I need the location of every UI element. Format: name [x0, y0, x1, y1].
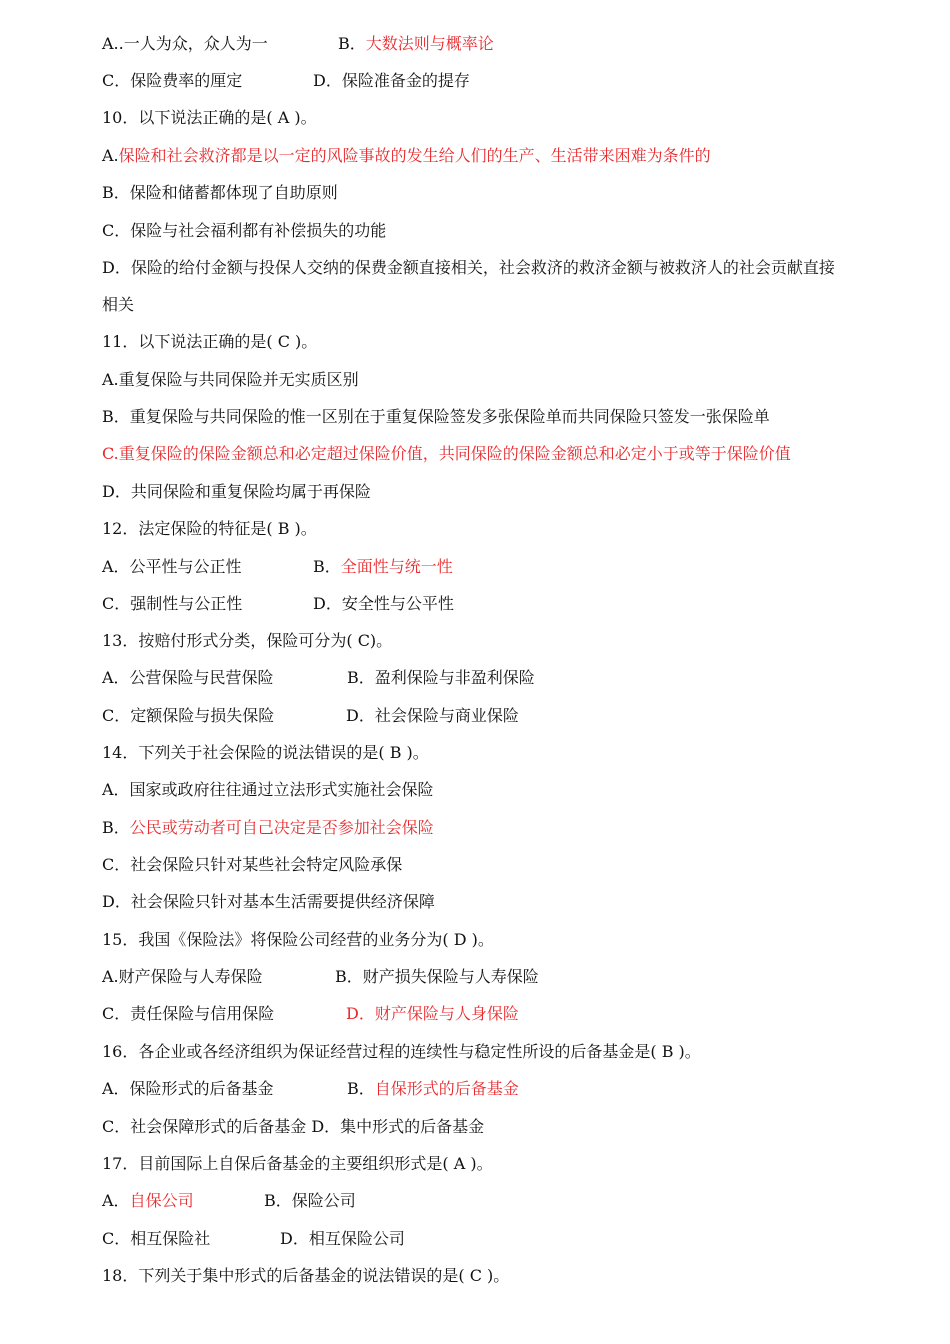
answer-highlight: 保险和社会救济都是以一定的风险事故的发生给人们的生产、生活带来困难为条件的 — [118, 146, 711, 165]
question-18: 18．下列关于集中形式的后备基金的说法错误的是( C )。 — [102, 1266, 510, 1285]
question-12: 12．法定保险的特征是( B )。 — [102, 519, 317, 538]
question-16: 16．各企业或各经济组织为保证经营过程的连续性与稳定性所设的后备基金是( B )。 — [102, 1042, 701, 1061]
option-line: B．公民或劳动者可自己决定是否参加社会保险 — [102, 818, 434, 837]
option-line — [102, 594, 454, 614]
option-line: D．保险的给付金额与投保人交纳的保费金额直接相关，社会救济的救济金额与被救济人的社会贡献直接 — [102, 258, 835, 277]
option-line: C．社会保障形式的后备基金 D．集中形式的后备基金 — [102, 1117, 485, 1136]
question-13: 13．按赔付形式分类，保险可分为( C)。 — [102, 631, 393, 650]
option-b: B．全面性与统一性 — [313, 557, 453, 576]
option-a: A..一人为众，众人为一 — [102, 34, 268, 53]
option-d: D．社会保险与商业保险 — [346, 706, 519, 725]
option-line — [102, 668, 535, 688]
option-b: B．大数法则与概率论 — [338, 34, 494, 53]
option-line — [102, 34, 494, 54]
option-c: C．保险费率的厘定 — [102, 71, 243, 90]
answer-highlight: 自保形式的后备基金 — [374, 1079, 519, 1098]
answer-highlight: 大数法则与概率论 — [365, 34, 494, 53]
option-d: D．财产保险与人身保险 — [346, 1004, 519, 1023]
question-11: 11．以下说法正确的是( C )。 — [102, 332, 318, 351]
option-d: D．保险准备金的提存 — [313, 71, 470, 90]
question-14: 14．下列关于社会保险的说法错误的是( B )。 — [102, 743, 429, 762]
answer-highlight: 自保公司 — [129, 1191, 194, 1210]
option-line: D．社会保险只针对基本生活需要提供经济保障 — [102, 892, 435, 911]
option-b: B．自保形式的后备基金 — [347, 1079, 519, 1098]
option-c: C．定额保险与损失保险 — [102, 706, 275, 725]
option-line: A.重复保险与共同保险并无实质区别 — [102, 370, 359, 389]
option-d: D．安全性与公平性 — [313, 594, 454, 613]
option-a: A．自保公司 — [102, 1191, 194, 1210]
question-10: 10．以下说法正确的是( A )。 — [102, 108, 317, 127]
option-c: C．责任保险与信用保险 — [102, 1004, 275, 1023]
answer-highlight: 重复保险的保险金额总和必定超过保险价值，共同保险的保险金额总和必定小于或等于保险价值 — [118, 444, 791, 463]
answer-highlight: 财产保险与人身保险 — [374, 1004, 519, 1023]
option-line — [102, 71, 470, 91]
option-line — [102, 1191, 356, 1211]
option-line: D．共同保险和重复保险均属于再保险 — [102, 482, 371, 501]
option-a: A．公平性与公正性 — [102, 557, 242, 576]
option-a: A.财产保险与人寿保险 — [102, 967, 263, 986]
option-line: A．国家或政府往往通过立法形式实施社会保险 — [102, 780, 434, 799]
option-line-continued: 相关 — [102, 295, 135, 314]
option-line: B．重复保险与共同保险的惟一区别在于重复保险签发多张保险单而共同保险只签发一张保险单 — [102, 407, 770, 426]
question-17: 17．目前国际上自保后备基金的主要组织形式是( A )。 — [102, 1154, 493, 1173]
option-a: A．公营保险与民营保险 — [102, 668, 274, 687]
option-b: B．财产损失保险与人寿保险 — [335, 967, 539, 986]
option-line: A.保险和社会救济都是以一定的风险事故的发生给人们的生产、生活带来困难为条件的 — [102, 146, 711, 165]
answer-highlight: 全面性与统一性 — [340, 557, 453, 576]
question-15: 15．我国《保险法》将保险公司经营的业务分为( D )。 — [102, 930, 494, 949]
option-d: D．相互保险公司 — [280, 1229, 405, 1248]
option-line — [102, 967, 539, 987]
option-line — [102, 1004, 519, 1024]
option-line: C.重复保险的保险金额总和必定超过保险价值，共同保险的保险金额总和必定小于或等于保险价值 — [102, 444, 791, 463]
option-c: C．相互保险社 — [102, 1229, 211, 1248]
option-b: B．盈利保险与非盈利保险 — [347, 668, 535, 687]
option-line — [102, 1229, 405, 1249]
option-line — [102, 1079, 519, 1099]
option-line: C．社会保险只针对某些社会特定风险承保 — [102, 855, 403, 874]
option-line — [102, 706, 519, 726]
option-b: B．保险公司 — [264, 1191, 356, 1210]
answer-highlight: 公民或劳动者可自己决定是否参加社会保险 — [129, 818, 434, 837]
option-a: A．保险形式的后备基金 — [102, 1079, 274, 1098]
option-line: C．保险与社会福利都有补偿损失的功能 — [102, 221, 387, 240]
option-line — [102, 557, 453, 577]
option-c: C．强制性与公正性 — [102, 594, 243, 613]
option-line: B．保险和储蓄都体现了自助原则 — [102, 183, 338, 202]
